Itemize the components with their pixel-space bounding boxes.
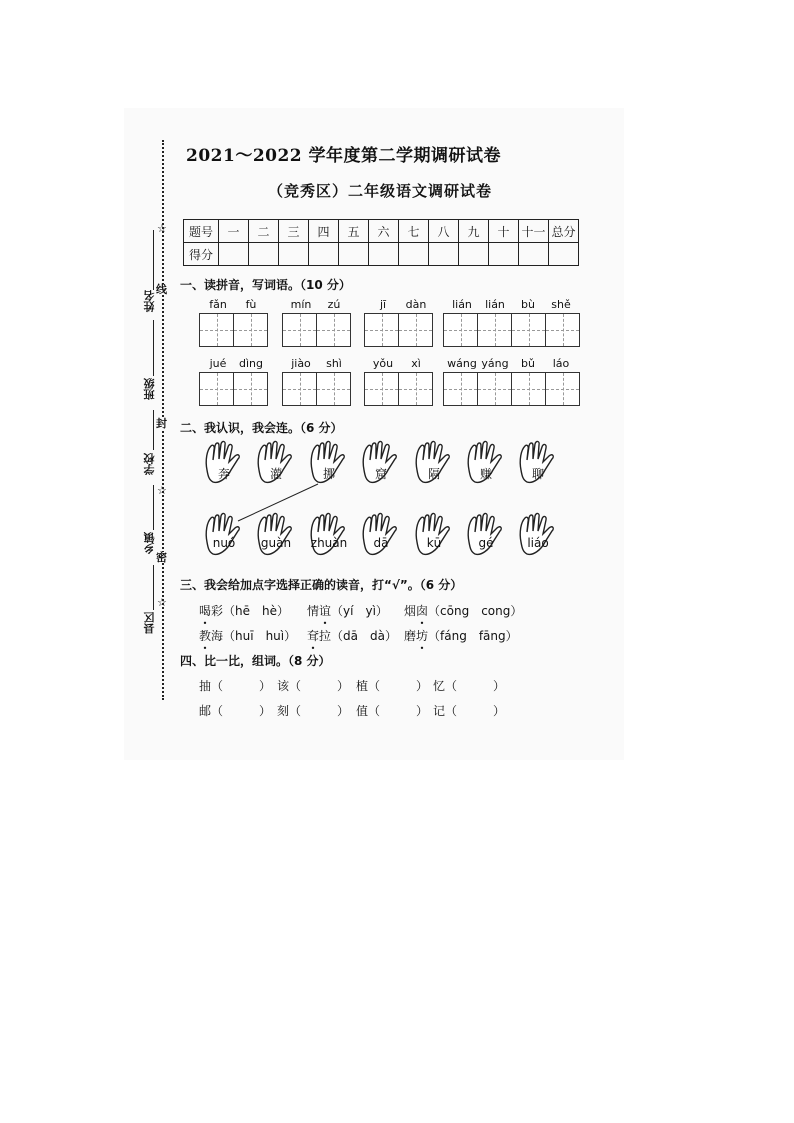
compose-item[interactable]: 值（ ） bbox=[356, 704, 429, 718]
writing-cell[interactable] bbox=[234, 314, 267, 346]
pinyin-options[interactable]: （huī huì） bbox=[223, 629, 297, 643]
pronunciation-item[interactable] bbox=[199, 627, 296, 644]
binding-char-line: 线 bbox=[156, 283, 167, 296]
pronunciation-item[interactable] bbox=[404, 602, 522, 619]
writing-cell[interactable] bbox=[200, 314, 234, 346]
dotted-char: 耷 bbox=[307, 629, 320, 643]
pinyin-syllable: bù bbox=[521, 298, 535, 311]
dotted-char: 坊 bbox=[416, 629, 429, 643]
pinyin-syllable: mín bbox=[290, 298, 312, 311]
dotted-char: 喝 bbox=[199, 604, 212, 618]
pinyin-syllable: jiào bbox=[291, 357, 311, 370]
match-character[interactable]: 赚 bbox=[479, 467, 492, 481]
pinyin-options[interactable]: （dā dà） bbox=[331, 629, 397, 643]
dotted-char: 谊 bbox=[319, 604, 332, 618]
dotted-char: 教 bbox=[199, 629, 212, 643]
pinyin-options[interactable]: （yí yì） bbox=[331, 604, 388, 618]
section-heading: 二、我认识，我会连。（6 分） bbox=[180, 421, 343, 435]
writing-cell[interactable] bbox=[365, 314, 399, 346]
item-char: 彩 bbox=[211, 604, 224, 618]
binding-blank bbox=[153, 230, 154, 290]
writing-box-group[interactable] bbox=[199, 313, 268, 347]
writing-cell[interactable] bbox=[399, 373, 432, 405]
writing-box-group[interactable] bbox=[282, 372, 351, 406]
pinyin-options[interactable]: （hē hè） bbox=[223, 604, 290, 618]
match-character[interactable]: 隔 bbox=[427, 467, 440, 481]
compose-item[interactable]: 刻（ ） bbox=[277, 704, 350, 718]
match-pinyin[interactable]: gé bbox=[478, 536, 494, 550]
pronunciation-item[interactable] bbox=[307, 602, 388, 619]
dotted-char: 囱 bbox=[416, 604, 429, 618]
pronunciation-item[interactable] bbox=[307, 627, 397, 644]
item-char: 拉 bbox=[319, 629, 332, 643]
writing-box-group[interactable] bbox=[364, 313, 433, 347]
writing-cell[interactable] bbox=[512, 314, 546, 346]
pinyin-syllable: zú bbox=[327, 298, 341, 311]
section-heading: 四、比一比，组词。（8 分） bbox=[180, 654, 331, 668]
page-subtitle: （竞秀区）二年级语文调研试卷 bbox=[268, 182, 493, 200]
match-pinyin[interactable]: liáo bbox=[527, 536, 549, 550]
table-cell: 十一 bbox=[519, 220, 549, 243]
match-character[interactable]: 挪 bbox=[322, 467, 335, 481]
binding-label-county: 县区 bbox=[143, 612, 156, 634]
writing-cell[interactable] bbox=[478, 314, 512, 346]
binding-label-class: 班级 bbox=[143, 378, 156, 400]
writing-cell[interactable] bbox=[444, 373, 478, 405]
table-row bbox=[184, 243, 579, 266]
match-pinyin[interactable]: kū bbox=[426, 536, 442, 550]
section-heading: 一、读拼音，写词语。（10 分） bbox=[180, 278, 351, 292]
table-cell: 九 bbox=[459, 220, 489, 243]
pronunciation-item[interactable] bbox=[199, 602, 289, 619]
pinyin-syllable: lián bbox=[485, 298, 505, 311]
table-cell: 八 bbox=[429, 220, 459, 243]
score-cell[interactable] bbox=[429, 243, 459, 266]
binding-char-secret: 密 bbox=[156, 551, 167, 564]
writing-cell[interactable] bbox=[546, 314, 579, 346]
writing-cell[interactable] bbox=[317, 373, 350, 405]
pronunciation-item[interactable] bbox=[404, 627, 518, 644]
pinyin-syllable: yǒu bbox=[372, 357, 394, 370]
score-cell[interactable] bbox=[249, 243, 279, 266]
star-icon: ☆ bbox=[157, 596, 167, 609]
writing-cell[interactable] bbox=[365, 373, 399, 405]
table-cell: 六 bbox=[369, 220, 399, 243]
writing-cell[interactable] bbox=[478, 373, 512, 405]
binding-blank bbox=[153, 320, 154, 376]
writing-cell[interactable] bbox=[444, 314, 478, 346]
item-char: 情 bbox=[307, 604, 320, 618]
match-pinyin[interactable]: dā bbox=[373, 536, 389, 550]
compose-item[interactable]: 邮（ ） bbox=[199, 704, 272, 718]
score-table bbox=[183, 219, 579, 266]
table-cell: 总分 bbox=[549, 220, 579, 243]
score-cell[interactable] bbox=[279, 243, 309, 266]
match-character[interactable]: 灌 bbox=[269, 467, 282, 481]
writing-box-group[interactable] bbox=[282, 313, 351, 347]
binding-blank bbox=[153, 485, 154, 530]
writing-cell[interactable] bbox=[283, 314, 317, 346]
pinyin-syllable: xì bbox=[411, 357, 421, 370]
writing-box-group[interactable] bbox=[443, 372, 580, 406]
pinyin-syllable: fù bbox=[245, 298, 257, 311]
writing-cell[interactable] bbox=[283, 373, 317, 405]
compose-item[interactable]: 记（ ） bbox=[433, 704, 506, 718]
pinyin-options[interactable]: （fáng fāng） bbox=[428, 629, 518, 643]
table-row bbox=[184, 220, 579, 243]
writing-cell[interactable] bbox=[512, 373, 546, 405]
table-cell: 十 bbox=[489, 220, 519, 243]
pinyin-syllable: fǎn bbox=[209, 298, 227, 311]
writing-cell[interactable] bbox=[200, 373, 234, 405]
compose-item[interactable]: 植（ ） bbox=[356, 679, 429, 693]
writing-cell[interactable] bbox=[234, 373, 267, 405]
item-char: 烟 bbox=[404, 604, 417, 618]
writing-cell[interactable] bbox=[317, 314, 350, 346]
item-char: 磨 bbox=[404, 629, 417, 643]
score-cell[interactable] bbox=[339, 243, 369, 266]
match-character[interactable]: 聊 bbox=[531, 467, 544, 481]
table-cell: 三 bbox=[279, 220, 309, 243]
pinyin-options[interactable]: （cōng cong） bbox=[428, 604, 523, 618]
table-cell: 四 bbox=[309, 220, 339, 243]
match-pinyin[interactable]: guàn bbox=[260, 536, 292, 550]
pinyin-syllable: shě bbox=[551, 298, 571, 311]
score-cell[interactable] bbox=[219, 243, 249, 266]
table-cell: 题号 bbox=[184, 220, 219, 243]
match-character[interactable]: 窟 bbox=[374, 467, 387, 481]
table-cell: 七 bbox=[399, 220, 429, 243]
star-icon: ☆ bbox=[157, 222, 167, 235]
binding-blank bbox=[153, 410, 154, 450]
compose-item[interactable]: 忆（ ） bbox=[433, 679, 506, 693]
compose-item[interactable]: 该（ ） bbox=[277, 679, 350, 693]
score-cell[interactable] bbox=[459, 243, 489, 266]
score-cell[interactable] bbox=[519, 243, 549, 266]
match-pinyin[interactable]: zhuàn bbox=[310, 536, 348, 550]
binding-label-school: 学校 bbox=[143, 453, 156, 475]
binding-label-township: 乡镇 bbox=[143, 532, 156, 554]
match-pinyin[interactable]: nuó bbox=[212, 536, 236, 550]
pinyin-syllable: jī bbox=[379, 298, 387, 311]
item-char: 海 bbox=[211, 629, 224, 643]
section-heading: 三、我会给加点字选择正确的读音，打“√”。（6 分） bbox=[180, 578, 463, 592]
score-cell[interactable] bbox=[549, 243, 579, 266]
match-character[interactable]: 奔 bbox=[217, 467, 230, 481]
pinyin-syllable: yáng bbox=[481, 357, 509, 370]
score-cell[interactable] bbox=[399, 243, 429, 266]
writing-box-group[interactable] bbox=[443, 313, 580, 347]
pinyin-syllable: lián bbox=[452, 298, 472, 311]
binding-label-name: 姓名 bbox=[143, 290, 156, 312]
table-cell: 二 bbox=[249, 220, 279, 243]
pinyin-syllable: dàn bbox=[405, 298, 427, 311]
pinyin-syllable: wáng bbox=[447, 357, 477, 370]
pinyin-syllable: láo bbox=[552, 357, 570, 370]
table-cell: 得分 bbox=[184, 243, 219, 266]
table-cell: 一 bbox=[219, 220, 249, 243]
score-cell[interactable] bbox=[489, 243, 519, 266]
star-icon: ☆ bbox=[157, 484, 167, 497]
pinyin-syllable: bǔ bbox=[521, 357, 535, 370]
pinyin-syllable: jué bbox=[209, 357, 227, 370]
pinyin-syllable: dìng bbox=[239, 357, 263, 370]
pinyin-syllable: shì bbox=[326, 357, 342, 370]
writing-cell[interactable] bbox=[546, 373, 579, 405]
compose-item[interactable]: 抽（ ） bbox=[199, 679, 272, 693]
binding-char-seal: 封 bbox=[156, 417, 167, 430]
score-cell[interactable] bbox=[369, 243, 399, 266]
table-cell: 五 bbox=[339, 220, 369, 243]
writing-box-group[interactable] bbox=[199, 372, 268, 406]
binding-blank bbox=[153, 565, 154, 610]
score-cell[interactable] bbox=[309, 243, 339, 266]
page-title: 2021～2022 学年度第二学期调研试卷 bbox=[186, 146, 502, 166]
writing-cell[interactable] bbox=[399, 314, 432, 346]
writing-box-group[interactable] bbox=[364, 372, 433, 406]
